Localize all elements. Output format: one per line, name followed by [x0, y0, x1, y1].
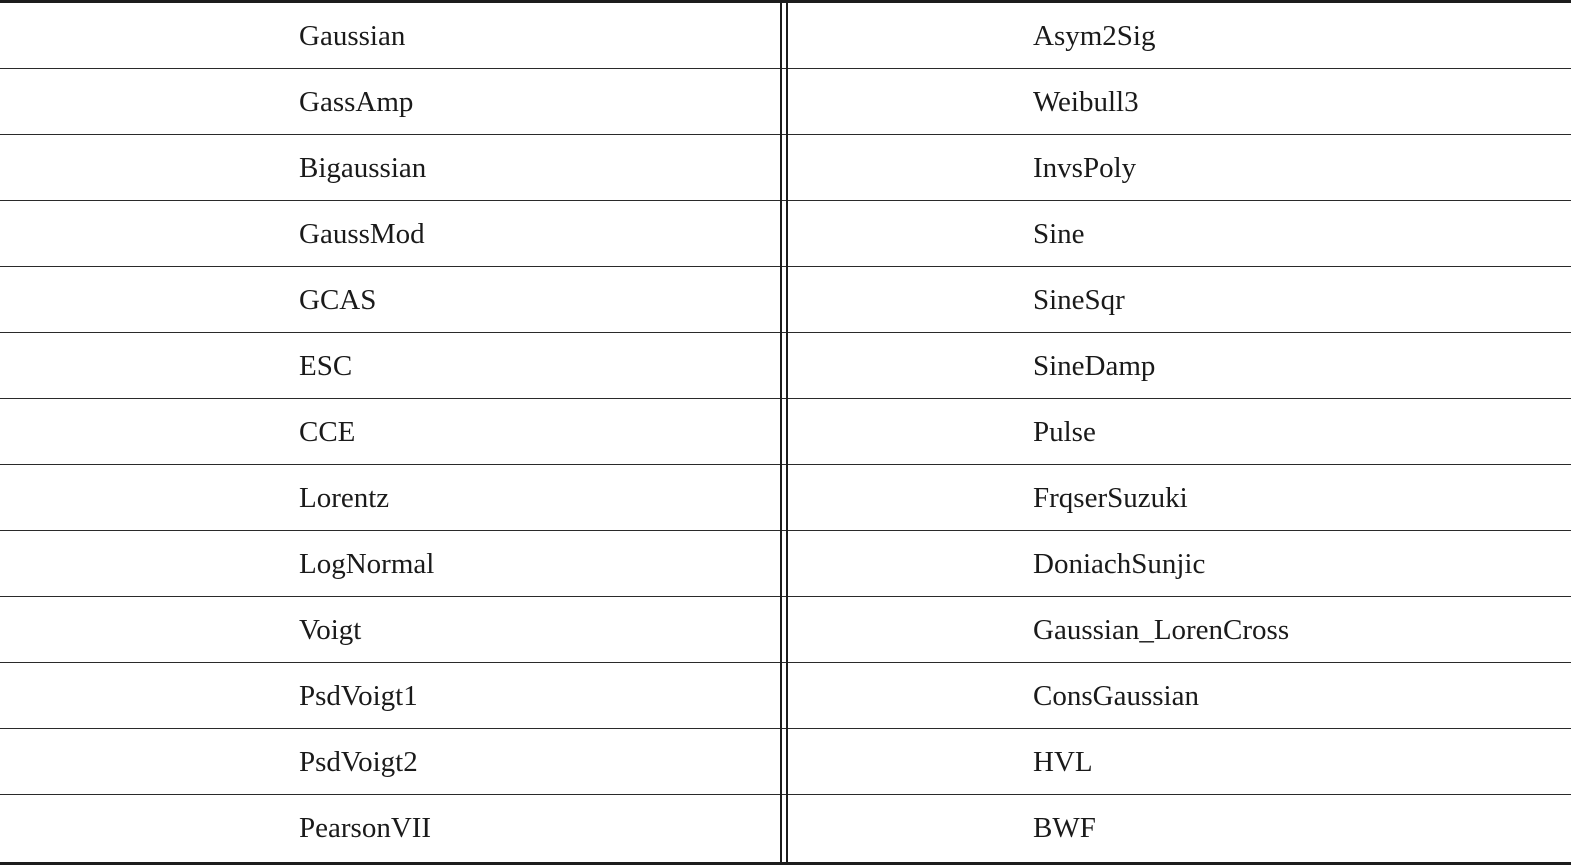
function-name-left: CCE — [299, 416, 356, 448]
function-name-right: Asym2Sig — [1033, 20, 1156, 52]
function-name-left: GCAS — [299, 284, 377, 316]
function-name-left: Gaussian — [299, 20, 406, 52]
function-name-right: SineSqr — [1033, 284, 1125, 316]
function-name-left: ESC — [299, 350, 353, 382]
function-name-left: LogNormal — [299, 548, 435, 580]
function-name-right: ConsGaussian — [1033, 680, 1199, 712]
column-divider-line — [786, 3, 788, 865]
function-name-left: PsdVoigt2 — [299, 746, 418, 778]
function-name-right: SineDamp — [1033, 350, 1156, 382]
column-divider-line — [780, 3, 782, 865]
function-name-right: BWF — [1033, 812, 1096, 844]
function-name-right: Gaussian_LorenCross — [1033, 614, 1290, 646]
function-name-left: GaussMod — [299, 218, 425, 250]
function-name-left: Bigaussian — [299, 152, 427, 184]
function-name-right: Weibull3 — [1033, 86, 1139, 118]
function-name-right: Pulse — [1033, 416, 1096, 448]
function-name-right: Sine — [1033, 218, 1085, 250]
function-name-left: PearsonVII — [299, 812, 432, 844]
function-name-left: Voigt — [299, 614, 362, 646]
function-name-left: GassAmp — [299, 86, 414, 118]
function-name-right: FrqserSuzuki — [1033, 482, 1188, 514]
function-name-right: HVL — [1033, 746, 1093, 778]
function-name-right: InvsPoly — [1033, 152, 1137, 184]
function-name-left: Lorentz — [299, 482, 390, 514]
function-name-left: PsdVoigt1 — [299, 680, 418, 712]
function-name-right: DoniachSunjic — [1033, 548, 1206, 580]
